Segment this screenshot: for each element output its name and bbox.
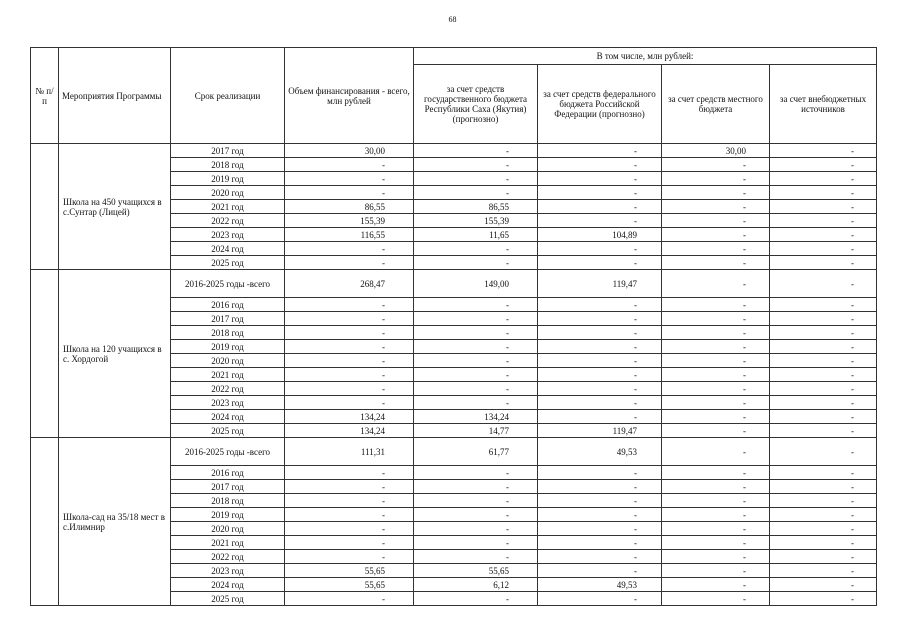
- row-number-cell: [31, 270, 59, 438]
- extra-budget-cell: -: [770, 522, 877, 536]
- period-cell: 2021 год: [171, 536, 285, 550]
- extra-budget-cell: -: [770, 326, 877, 340]
- local-budget-cell: -: [662, 172, 770, 186]
- federal-budget-cell: -: [538, 340, 662, 354]
- federal-budget-cell: 49,53: [538, 438, 662, 466]
- local-budget-cell: -: [662, 424, 770, 438]
- period-cell: 2024 год: [171, 242, 285, 256]
- extra-budget-cell: -: [770, 494, 877, 508]
- header-event: Мероприятия Программы: [59, 48, 171, 144]
- total-cell: 111,31: [285, 438, 414, 466]
- event-name: Школа на 120 учащихся в с. Хордогой: [59, 270, 171, 438]
- extra-budget-cell: -: [770, 382, 877, 396]
- local-budget-cell: -: [662, 326, 770, 340]
- federal-budget-cell: -: [538, 536, 662, 550]
- total-row: [31, 270, 877, 298]
- federal-budget-cell: -: [538, 522, 662, 536]
- period-cell: 2023 год: [171, 396, 285, 410]
- period-cell: 2016-2025 годы -всего: [171, 438, 285, 466]
- extra-budget-cell: -: [770, 144, 877, 158]
- total-cell: 116,55: [285, 228, 414, 242]
- period-cell: 2025 год: [171, 592, 285, 606]
- local-budget-cell: -: [662, 242, 770, 256]
- period-cell: 2019 год: [171, 508, 285, 522]
- federal-budget-cell: -: [538, 214, 662, 228]
- local-budget-cell: -: [662, 214, 770, 228]
- federal-budget-cell: -: [538, 256, 662, 270]
- table-header: [31, 48, 877, 144]
- state-budget-cell: -: [414, 172, 538, 186]
- local-budget-cell: 30,00: [662, 144, 770, 158]
- state-budget-cell: -: [414, 480, 538, 494]
- local-budget-cell: -: [662, 228, 770, 242]
- row-number-cell: [31, 438, 59, 606]
- federal-budget-cell: -: [538, 410, 662, 424]
- state-budget-cell: -: [414, 298, 538, 312]
- state-budget-cell: 55,65: [414, 564, 538, 578]
- total-cell: -: [285, 186, 414, 200]
- total-cell: -: [285, 326, 414, 340]
- period-cell: 2022 год: [171, 214, 285, 228]
- federal-budget-cell: -: [538, 396, 662, 410]
- header-period: Срок реализации: [171, 48, 285, 144]
- state-budget-cell: -: [414, 494, 538, 508]
- total-cell: -: [285, 256, 414, 270]
- state-budget-cell: -: [414, 466, 538, 480]
- period-cell: 2018 год: [171, 158, 285, 172]
- extra-budget-cell: -: [770, 312, 877, 326]
- extra-budget-cell: -: [770, 592, 877, 606]
- period-cell: 2025 год: [171, 256, 285, 270]
- federal-budget-cell: -: [538, 382, 662, 396]
- federal-budget-cell: 104,89: [538, 228, 662, 242]
- extra-budget-cell: -: [770, 354, 877, 368]
- period-cell: 2018 год: [171, 326, 285, 340]
- state-budget-cell: -: [414, 522, 538, 536]
- state-budget-cell: -: [414, 368, 538, 382]
- period-cell: 2021 год: [171, 368, 285, 382]
- state-budget-cell: 11,65: [414, 228, 538, 242]
- local-budget-cell: -: [662, 368, 770, 382]
- period-cell: 2018 год: [171, 494, 285, 508]
- extra-budget-cell: -: [770, 200, 877, 214]
- state-budget-cell: 149,00: [414, 270, 538, 298]
- local-budget-cell: -: [662, 522, 770, 536]
- local-budget-cell: -: [662, 354, 770, 368]
- federal-budget-cell: -: [538, 466, 662, 480]
- extra-budget-cell: -: [770, 186, 877, 200]
- local-budget-cell: -: [662, 494, 770, 508]
- state-budget-cell: 6,12: [414, 578, 538, 592]
- extra-budget-cell: -: [770, 228, 877, 242]
- total-row: [31, 438, 877, 466]
- total-cell: -: [285, 172, 414, 186]
- state-budget-cell: 86,55: [414, 200, 538, 214]
- row-number-cell: [31, 144, 59, 270]
- local-budget-cell: -: [662, 298, 770, 312]
- total-cell: -: [285, 508, 414, 522]
- federal-budget-cell: -: [538, 158, 662, 172]
- extra-budget-cell: -: [770, 466, 877, 480]
- event-name: Школа-сад на 35/18 мест в с.Илимнир: [59, 438, 171, 606]
- federal-budget-cell: -: [538, 564, 662, 578]
- local-budget-cell: -: [662, 158, 770, 172]
- period-cell: 2016-2025 годы -всего: [171, 270, 285, 298]
- header-group: В том числе, млн рублей:: [414, 48, 877, 65]
- period-cell: 2019 год: [171, 172, 285, 186]
- local-budget-cell: -: [662, 508, 770, 522]
- total-cell: -: [285, 158, 414, 172]
- local-budget-cell: -: [662, 396, 770, 410]
- total-cell: 86,55: [285, 200, 414, 214]
- total-cell: 134,24: [285, 424, 414, 438]
- state-budget-cell: -: [414, 592, 538, 606]
- total-cell: -: [285, 368, 414, 382]
- total-cell: 30,00: [285, 144, 414, 158]
- extra-budget-cell: -: [770, 368, 877, 382]
- header-local: за счет средств местного бюджета: [662, 65, 770, 144]
- event-name: Школа на 450 учащихся в с.Сунтар (Лицей): [59, 144, 171, 270]
- table-body: [31, 144, 877, 606]
- federal-budget-cell: -: [538, 172, 662, 186]
- total-cell: 268,47: [285, 270, 414, 298]
- local-budget-cell: -: [662, 536, 770, 550]
- total-cell: -: [285, 354, 414, 368]
- extra-budget-cell: -: [770, 214, 877, 228]
- total-cell: 55,65: [285, 578, 414, 592]
- state-budget-cell: -: [414, 382, 538, 396]
- extra-budget-cell: -: [770, 270, 877, 298]
- federal-budget-cell: 49,53: [538, 578, 662, 592]
- total-cell: -: [285, 550, 414, 564]
- financing-table: [30, 47, 877, 606]
- extra-budget-cell: -: [770, 564, 877, 578]
- federal-budget-cell: -: [538, 494, 662, 508]
- federal-budget-cell: -: [538, 508, 662, 522]
- local-budget-cell: -: [662, 480, 770, 494]
- extra-budget-cell: -: [770, 242, 877, 256]
- local-budget-cell: -: [662, 270, 770, 298]
- header-total: Объем финансирования - всего, млн рублей: [285, 48, 414, 144]
- period-cell: 2020 год: [171, 522, 285, 536]
- period-cell: 2020 год: [171, 186, 285, 200]
- state-budget-cell: -: [414, 312, 538, 326]
- period-cell: 2024 год: [171, 410, 285, 424]
- period-cell: 2022 год: [171, 382, 285, 396]
- extra-budget-cell: -: [770, 424, 877, 438]
- total-cell: -: [285, 298, 414, 312]
- federal-budget-cell: -: [538, 592, 662, 606]
- federal-budget-cell: -: [538, 368, 662, 382]
- total-cell: -: [285, 480, 414, 494]
- local-budget-cell: -: [662, 592, 770, 606]
- state-budget-cell: -: [414, 396, 538, 410]
- extra-budget-cell: -: [770, 410, 877, 424]
- extra-budget-cell: -: [770, 536, 877, 550]
- federal-budget-cell: -: [538, 298, 662, 312]
- federal-budget-cell: 119,47: [538, 270, 662, 298]
- federal-budget-cell: -: [538, 200, 662, 214]
- local-budget-cell: -: [662, 410, 770, 424]
- state-budget-cell: -: [414, 354, 538, 368]
- total-cell: -: [285, 522, 414, 536]
- header-state: за счет средств государственного бюджета Республики Саха (Якутия) (прогнозно): [414, 65, 538, 144]
- extra-budget-cell: -: [770, 256, 877, 270]
- period-cell: 2025 год: [171, 424, 285, 438]
- period-cell: 2023 год: [171, 228, 285, 242]
- local-budget-cell: -: [662, 382, 770, 396]
- period-cell: 2024 год: [171, 578, 285, 592]
- local-budget-cell: -: [662, 186, 770, 200]
- state-budget-cell: 155,39: [414, 214, 538, 228]
- state-budget-cell: -: [414, 144, 538, 158]
- state-budget-cell: -: [414, 326, 538, 340]
- local-budget-cell: -: [662, 564, 770, 578]
- extra-budget-cell: -: [770, 578, 877, 592]
- local-budget-cell: -: [662, 466, 770, 480]
- federal-budget-cell: -: [538, 326, 662, 340]
- extra-budget-cell: -: [770, 298, 877, 312]
- state-budget-cell: -: [414, 508, 538, 522]
- extra-budget-cell: -: [770, 550, 877, 564]
- total-cell: -: [285, 592, 414, 606]
- local-budget-cell: -: [662, 200, 770, 214]
- state-budget-cell: -: [414, 158, 538, 172]
- period-cell: 2017 год: [171, 312, 285, 326]
- period-cell: 2017 год: [171, 480, 285, 494]
- table-row: [31, 144, 877, 158]
- total-cell: -: [285, 340, 414, 354]
- extra-budget-cell: -: [770, 508, 877, 522]
- total-cell: -: [285, 382, 414, 396]
- total-cell: -: [285, 494, 414, 508]
- local-budget-cell: -: [662, 438, 770, 466]
- federal-budget-cell: -: [538, 144, 662, 158]
- federal-budget-cell: -: [538, 312, 662, 326]
- federal-budget-cell: -: [538, 354, 662, 368]
- total-cell: 55,65: [285, 564, 414, 578]
- state-budget-cell: -: [414, 340, 538, 354]
- header-extra: за счет внебюджетных источников: [770, 65, 877, 144]
- page-number: 68: [448, 15, 457, 24]
- period-cell: 2016 год: [171, 298, 285, 312]
- state-budget-cell: 14,77: [414, 424, 538, 438]
- state-budget-cell: 61,77: [414, 438, 538, 466]
- header-num: № п/п: [31, 48, 59, 144]
- local-budget-cell: -: [662, 340, 770, 354]
- local-budget-cell: -: [662, 256, 770, 270]
- state-budget-cell: -: [414, 536, 538, 550]
- period-cell: 2016 год: [171, 466, 285, 480]
- extra-budget-cell: -: [770, 396, 877, 410]
- period-cell: 2022 год: [171, 550, 285, 564]
- period-cell: 2021 год: [171, 200, 285, 214]
- state-budget-cell: -: [414, 550, 538, 564]
- state-budget-cell: -: [414, 242, 538, 256]
- extra-budget-cell: -: [770, 340, 877, 354]
- total-cell: -: [285, 242, 414, 256]
- state-budget-cell: -: [414, 186, 538, 200]
- federal-budget-cell: -: [538, 550, 662, 564]
- total-cell: 134,24: [285, 410, 414, 424]
- local-budget-cell: -: [662, 578, 770, 592]
- extra-budget-cell: -: [770, 438, 877, 466]
- state-budget-cell: -: [414, 256, 538, 270]
- extra-budget-cell: -: [770, 172, 877, 186]
- extra-budget-cell: -: [770, 158, 877, 172]
- federal-budget-cell: -: [538, 242, 662, 256]
- period-cell: 2019 год: [171, 340, 285, 354]
- total-cell: 155,39: [285, 214, 414, 228]
- local-budget-cell: -: [662, 312, 770, 326]
- total-cell: -: [285, 312, 414, 326]
- local-budget-cell: -: [662, 550, 770, 564]
- total-cell: -: [285, 396, 414, 410]
- federal-budget-cell: -: [538, 480, 662, 494]
- header-federal: за счет средств федерального бюджета Российской Федерации (прогнозно): [538, 65, 662, 144]
- period-cell: 2023 год: [171, 564, 285, 578]
- total-cell: -: [285, 466, 414, 480]
- federal-budget-cell: 119,47: [538, 424, 662, 438]
- extra-budget-cell: -: [770, 480, 877, 494]
- state-budget-cell: 134,24: [414, 410, 538, 424]
- period-cell: 2017 год: [171, 144, 285, 158]
- federal-budget-cell: -: [538, 186, 662, 200]
- period-cell: 2020 год: [171, 354, 285, 368]
- total-cell: -: [285, 536, 414, 550]
